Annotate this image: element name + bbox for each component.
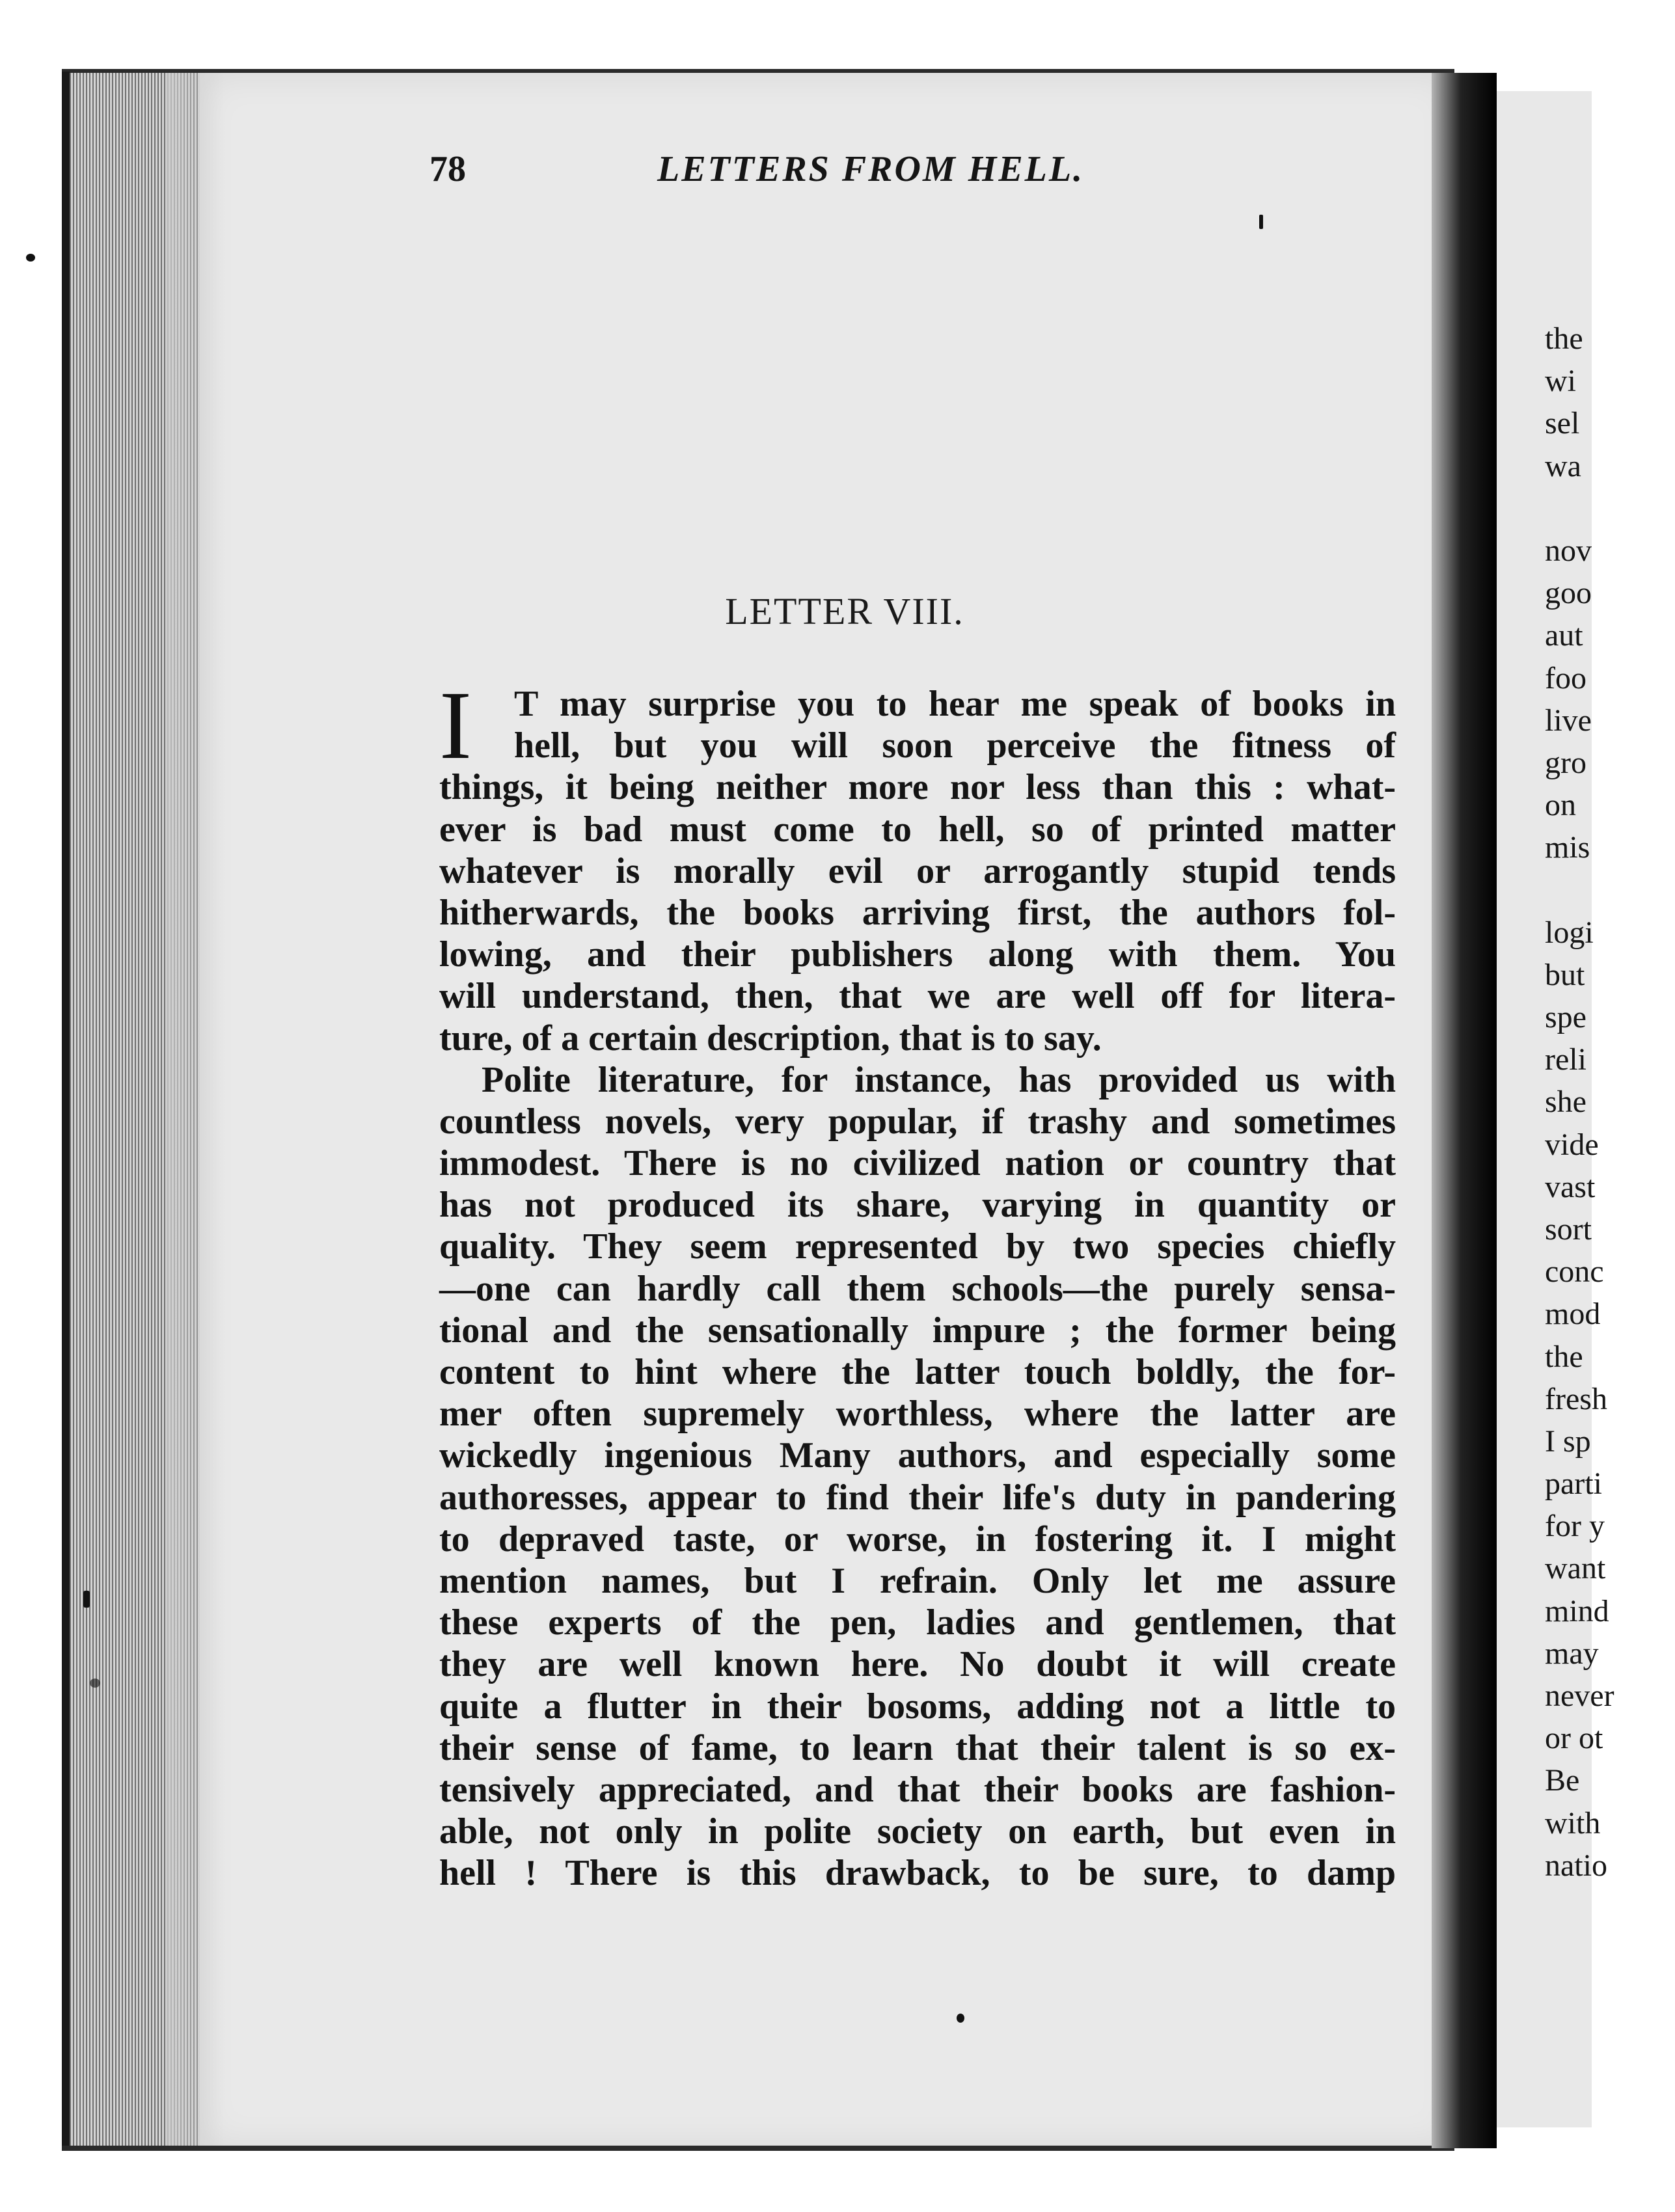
facing-line: wa xyxy=(1545,448,1581,483)
book-title: LETTERS FROM HELL. xyxy=(657,149,1085,189)
text-line: —one can hardly call them schools—the purely sensa- xyxy=(439,1268,1396,1309)
facing-line xyxy=(1545,487,1675,530)
text-line: mention names, but I refrain. Only let me assure xyxy=(439,1560,1396,1601)
facing-line: live xyxy=(1545,703,1592,738)
facing-line: she xyxy=(1545,1085,1586,1120)
facing-line: conc xyxy=(1545,1254,1604,1289)
text-line: has not produced its share, varying in quantity or xyxy=(439,1185,1396,1226)
text-line: authoresses, appear to find their life's duty in pandering xyxy=(439,1477,1396,1518)
text-line: quite a flutter in their bosoms, adding not a little to xyxy=(439,1686,1396,1727)
text-line: these experts of the pen, ladies and gentlemen, that xyxy=(439,1602,1396,1643)
facing-line: foo xyxy=(1545,660,1586,695)
ink-speck xyxy=(26,254,35,262)
page-number: 78 xyxy=(429,149,466,189)
text-line: countless novels, very popular, if trashy and sometimes xyxy=(439,1101,1396,1142)
facing-line: spe xyxy=(1545,1000,1586,1034)
facing-line: on xyxy=(1545,788,1576,823)
facing-line: logi xyxy=(1545,915,1594,950)
text-line: content to hint where the latter touch boldly, the for- xyxy=(439,1352,1396,1392)
facing-line: but xyxy=(1545,957,1585,992)
facing-line: parti xyxy=(1545,1466,1602,1502)
facing-line: or ot xyxy=(1545,1721,1603,1756)
facing-line: never xyxy=(1545,1679,1614,1713)
facing-line: the xyxy=(1545,321,1583,356)
text-line: tensively appreciated, and that their books are fashion- xyxy=(439,1769,1396,1810)
text-line: their sense of fame, to learn that their talent is so ex- xyxy=(439,1727,1396,1768)
text-line: T may surprise you to hear me speak of books in xyxy=(514,684,1396,724)
facing-line: want xyxy=(1545,1551,1606,1586)
facing-line: vast xyxy=(1545,1169,1596,1204)
text-line: hell ! There is this drawback, to be sure, to damp xyxy=(439,1853,1396,1894)
facing-line: for y xyxy=(1545,1509,1605,1544)
text-line: Polite literature, for instance, has provided us with xyxy=(482,1059,1396,1100)
facing-page-text xyxy=(1545,317,1675,1887)
chapter-heading: LETTER VIII. xyxy=(725,590,964,632)
facing-line: goo xyxy=(1545,576,1592,611)
facing-page xyxy=(1497,91,1614,2127)
text-line: wickedly ingenious Many authors, and especially some xyxy=(439,1435,1396,1476)
text-line: mer often supremely worthless, where the latter are xyxy=(439,1394,1396,1435)
facing-line: aut xyxy=(1545,618,1583,653)
ink-speck xyxy=(83,1591,90,1608)
facing-line: Be xyxy=(1545,1763,1580,1798)
scan-left-border xyxy=(62,72,70,2150)
facing-line: sel xyxy=(1545,406,1580,441)
text-line: ture, of a certain description, that is to say. xyxy=(439,1018,1102,1059)
text-line: ever is bad must come to hell, so of printed matter xyxy=(439,809,1396,850)
text-line: they are well known here. No doubt it will create xyxy=(439,1644,1396,1685)
text-line: quality. They seem represented by two species chiefly xyxy=(439,1226,1396,1267)
facing-line: nov xyxy=(1545,533,1592,568)
text-line: able, not only in polite society on earth, but even in xyxy=(439,1811,1396,1852)
facing-line: reli xyxy=(1545,1042,1586,1077)
facing-line: mis xyxy=(1545,830,1590,865)
facing-line: sort xyxy=(1545,1211,1592,1247)
facing-line xyxy=(1545,869,1675,911)
facing-line: natio xyxy=(1545,1848,1607,1883)
ink-speck xyxy=(1259,215,1263,229)
facing-line: with xyxy=(1545,1805,1601,1841)
text-line: immodest. There is no civilized nation or country that xyxy=(439,1143,1396,1184)
text-line: things, it being neither more nor less than this : what- xyxy=(439,767,1396,808)
text-line: whatever is morally evil or arrogantly stupid tends xyxy=(439,850,1396,891)
facing-line: fresh xyxy=(1545,1381,1607,1416)
facing-line: mod xyxy=(1545,1297,1601,1332)
text-line: hell, but you will soon perceive the fitness of xyxy=(514,725,1396,766)
text-line: lowing, and their publishers along with them. You xyxy=(439,934,1396,975)
facing-line: vide xyxy=(1545,1127,1599,1162)
facing-line: gro xyxy=(1545,745,1586,780)
facing-line: mind xyxy=(1545,1593,1609,1628)
text-line: hitherwards, the books arriving first, the authors fol- xyxy=(439,892,1396,933)
facing-line: wi xyxy=(1545,364,1576,399)
scan-bottom-border xyxy=(62,2146,1454,2151)
body-text xyxy=(439,671,1396,1894)
page-edge-shading xyxy=(166,73,225,2148)
ink-speck xyxy=(90,1679,100,1688)
facing-line: may xyxy=(1545,1636,1599,1671)
book-gutter xyxy=(1432,73,1497,2148)
text-line: tional and the sensationally impure ; the former being xyxy=(439,1310,1396,1351)
drop-cap: I xyxy=(439,671,472,779)
facing-line: I sp xyxy=(1545,1423,1591,1459)
facing-line: the xyxy=(1545,1339,1583,1374)
ink-speck xyxy=(957,2014,964,2023)
text-line: will understand, then, that we are well off for litera- xyxy=(439,976,1396,1017)
text-line: to depraved taste, or worse, in fostering it. I might xyxy=(439,1518,1396,1559)
running-head xyxy=(429,143,1490,195)
